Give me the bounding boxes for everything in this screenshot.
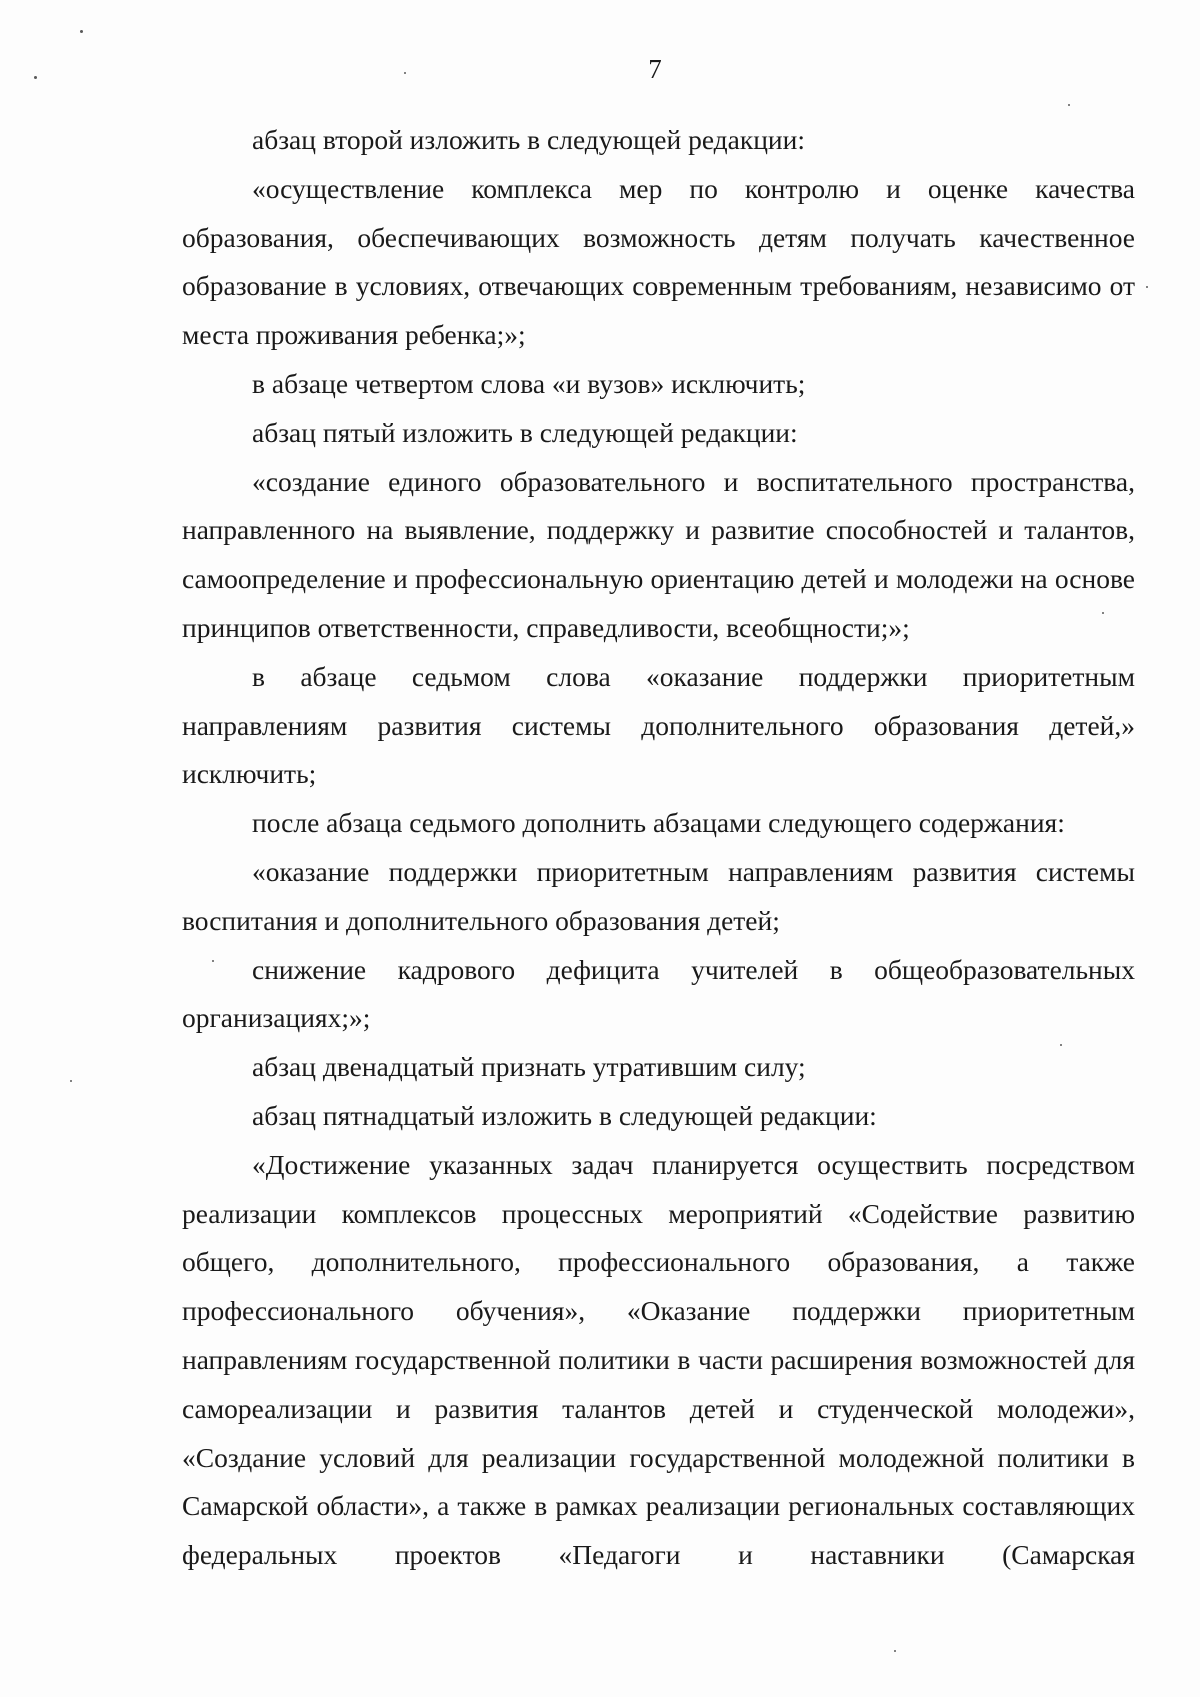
paragraph: «Достижение указанных задач планируется осуществить посредством реализации комплексов процессных мероприятий «Содействие развитию общего, дополнительного, профессионального образования, а также профессионального обучения», «Оказание поддержки приоритетным направлениям государственной политики в части расширения возможностей для самореализации и развития талантов детей и студенческой молодежи», «Создание условий для реализации государственной молодежной политики в Самарской области», а также в рамках реализации региональных составляющих федеральных проектов «Педагоги и наставники (Самарская xyxy=(182,1148,1135,1571)
scan-speck xyxy=(404,72,406,74)
scan-speck xyxy=(1102,612,1104,614)
scan-speck xyxy=(1146,286,1148,288)
scan-speck xyxy=(70,1080,72,1082)
scan-speck xyxy=(212,960,214,962)
paragraph: снижение кадрового дефицита учителей в общеобразовательных организациях;»; xyxy=(182,953,1135,1034)
scan-speck xyxy=(1060,1044,1062,1046)
paragraph: «создание единого образовательного и воспитательного пространства, направленного на выявление, поддержку и развитие способностей и талантов, самоопределение и профессиональную ориентацию детей и молодежи на основе принципов ответственности, справедливости, всеобщности;»; xyxy=(182,465,1135,643)
scan-speck xyxy=(80,30,83,33)
scan-speck xyxy=(34,76,37,79)
paragraph: абзац второй изложить в следующей редакции: xyxy=(252,124,806,155)
page-number: 7 xyxy=(648,54,662,84)
paragraph: после абзаца седьмого дополнить абзацами следующего содержания: xyxy=(252,807,1065,839)
document-body xyxy=(182,116,1135,1580)
paragraph: абзац пятнадцатый изложить в следующей редакции: xyxy=(252,1099,877,1131)
paragraph: в абзаце четвертом слова «и вузов» исключить; xyxy=(252,367,806,399)
scan-speck xyxy=(1068,104,1070,106)
paragraph: «осуществление комплекса мер по контролю и оценке качества образования, обеспечивающих возможность детям получать качественное образование в условиях, отвечающих современным требованиям, независимо от места проживания ребенка;»; xyxy=(182,172,1135,351)
paragraph: абзац пятый изложить в следующей редакции: xyxy=(252,416,798,448)
paragraph: «оказание поддержки приоритетным направлениям развития системы воспитания и дополнительного образования детей; xyxy=(182,855,1135,936)
paragraph: в абзаце седьмом слова «оказание поддержки приоритетным направлениям развития системы дополнительного образования детей,» исключить; xyxy=(182,660,1135,790)
scan-speck xyxy=(894,1650,896,1652)
paragraph: абзац двенадцатый признать утратившим силу; xyxy=(252,1051,806,1083)
